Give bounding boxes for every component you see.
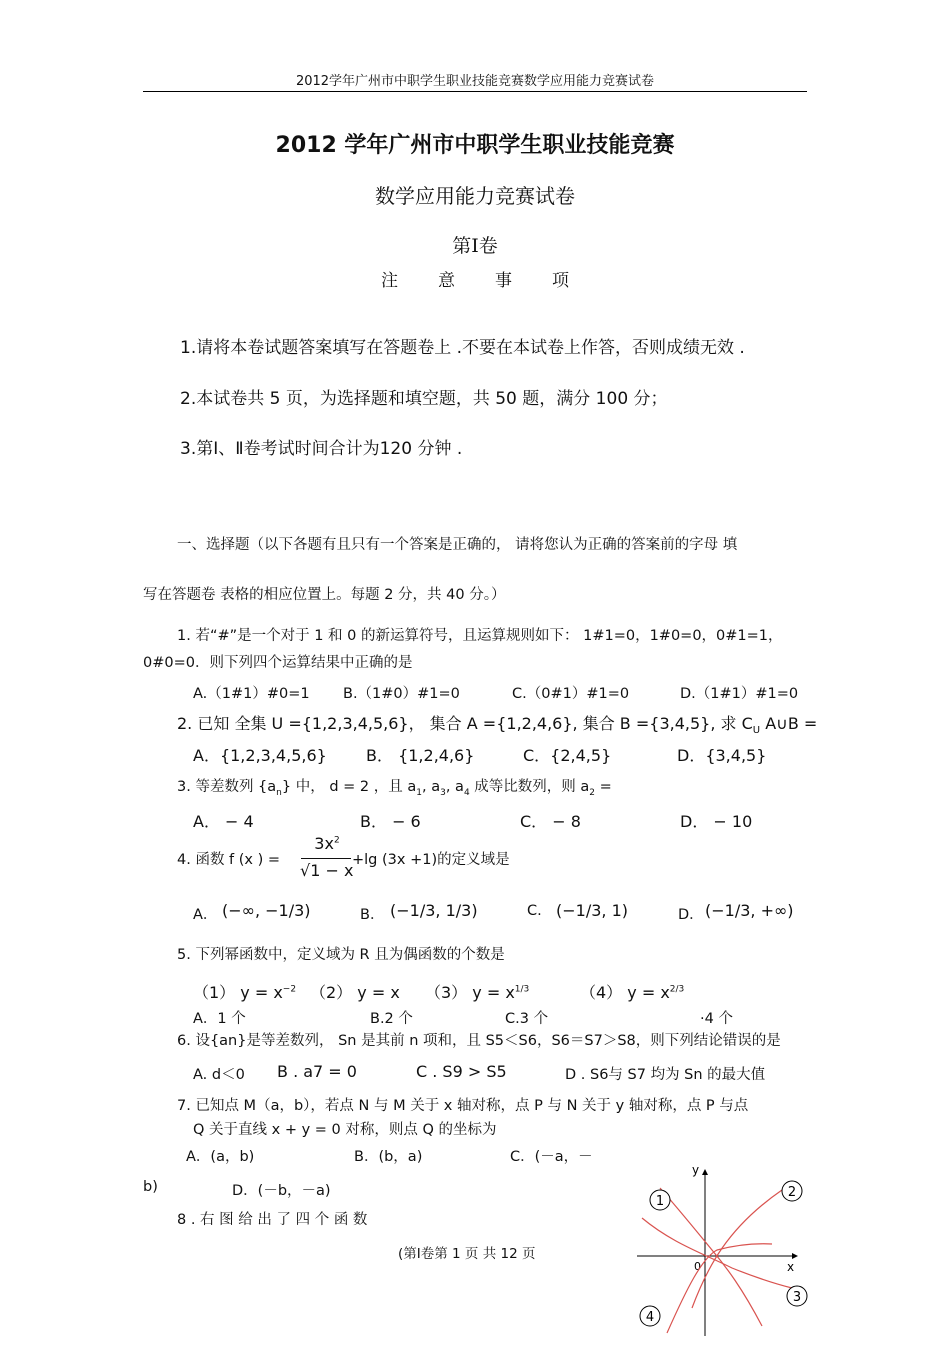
q7-option-c-cont: b) bbox=[143, 1179, 158, 1195]
q1-stem-line1: 1. 若“#”是一个对于 1 和 0 的新运算符号，且运算规则如下： 1#1=0，1#0=0，0#1=1， bbox=[177, 628, 783, 644]
q1-option-d: D.（1#1）#1=0 bbox=[680, 686, 799, 702]
section-heading-line1: 一、选择题（以下各题有且只有一个答案是正确的， 请将您认为正确的答案前的字母 填 bbox=[177, 537, 738, 553]
page-footer: (第Ⅰ卷第 1 页 共 12 页 bbox=[398, 1246, 536, 1262]
q4-denominator: √1 − x bbox=[300, 861, 354, 880]
q4-option-d-letter: D． bbox=[678, 907, 704, 923]
function-graph bbox=[632, 1158, 812, 1338]
q5-item-3: （3） $y = x^{1/3}$ bbox=[425, 983, 530, 1002]
curve-2-label: 2 bbox=[787, 1185, 797, 1200]
q6-option-c: C . S9 > S5 bbox=[416, 1062, 507, 1081]
curve-1 bbox=[660, 1188, 762, 1326]
q5-item-1: （1） $y = x^{-2}$ bbox=[193, 983, 297, 1002]
q4-option-a: (−∞, −1/3) bbox=[222, 901, 311, 920]
q2-option-d: D．{3,4,5} bbox=[677, 746, 767, 765]
q5-item-4: （4） $y = x^{2/3}$ bbox=[580, 983, 685, 1002]
q7-option-c: C．(－a，－ bbox=[510, 1149, 593, 1165]
q6-option-b: B . a7 = 0 bbox=[277, 1062, 357, 1081]
q2-stem: 2. 已知 全集 U ={1,2,3,4,5,6}， 集合 A ={1,2,4,6}, 集合 B ={3,4,5}, 求 $C_U$ A∪B = bbox=[177, 714, 818, 737]
x-axis-label: x bbox=[787, 1260, 795, 1274]
q4-option-b: (−1/3, 1/3) bbox=[390, 901, 478, 920]
page-header: 2012学年广州市中职学生职业技能竞赛数学应用能力竞赛试卷 bbox=[295, 74, 655, 89]
curve-3-label: 3 bbox=[792, 1290, 802, 1305]
header-rule bbox=[143, 91, 807, 92]
q1-option-b: B.（1#0）#1=0 bbox=[343, 686, 460, 702]
section-heading-line2: 写在答题卷 表格的相应位置上。每题 2 分，共 40 分。） bbox=[143, 587, 506, 603]
volume-label: 第Ⅰ卷 bbox=[452, 235, 498, 257]
q3-option-b: B． − 6 bbox=[360, 812, 421, 831]
q6-stem: 6. 设{an}是等差数列， Sn 是其前 n 项和，且 S5＜S6，S6＝S7＞S8，则下列结论错误的是 bbox=[177, 1033, 781, 1049]
curve-4-label: 4 bbox=[645, 1310, 655, 1325]
note-1: 1.请将本卷试题答案填写在答题卷上 .不要在本试卷上作答，否则成绩无效 . bbox=[180, 338, 745, 358]
y-axis-label: y bbox=[692, 1163, 700, 1177]
q5-option-c: C.3 个 bbox=[505, 1011, 549, 1027]
q1-stem-line2: 0#0=0．则下列四个运算结果中正确的是 bbox=[143, 655, 413, 671]
q5-item-2: （2） y = x bbox=[310, 983, 400, 1002]
note-2: 2.本试卷共 5 页，为选择题和填空题，共 50 题，满分 100 分； bbox=[180, 389, 668, 409]
q4-tail: +lg (3x +1)的定义域是 bbox=[352, 852, 510, 868]
q4-numerator: $3x^2$ bbox=[314, 834, 340, 853]
origin-label: 0 bbox=[694, 1260, 701, 1273]
q3-option-c: C． − 8 bbox=[520, 812, 581, 831]
q7-stem-line2: Q 关于直线 x + y = 0 对称，则点 Q 的坐标为 bbox=[193, 1122, 497, 1138]
exam-title: 2012 学年广州市中职学生职业技能竞赛 bbox=[275, 133, 675, 158]
q2-option-a: A．{1,2,3,4,5,6} bbox=[193, 746, 327, 765]
q4-option-c-letter: C. bbox=[527, 903, 542, 919]
q5-option-b: B.2 个 bbox=[370, 1011, 413, 1027]
q2-option-b: B． {1,2,4,6} bbox=[366, 746, 475, 765]
q7-option-a: A．(a，b) bbox=[186, 1149, 255, 1165]
q3-option-a: A． − 4 bbox=[193, 812, 254, 831]
notice-title: 注意事项 bbox=[381, 271, 609, 291]
curve-4 bbox=[667, 1244, 772, 1333]
q5-option-a: A．1 个 bbox=[193, 1011, 246, 1027]
q4-option-c: (−1/3, 1) bbox=[556, 901, 628, 920]
curve-1-label: 1 bbox=[655, 1194, 665, 1209]
q6-option-d: D . S6与 S7 均为 Sn 的最大值 bbox=[565, 1067, 766, 1083]
note-3: 3.第Ⅰ、Ⅱ卷考试时间合计为120 分钟 . bbox=[180, 439, 463, 459]
q8-stem: 8 . 右 图 给 出 了 四 个 函 数 bbox=[177, 1212, 368, 1228]
q3-stem: 3. 等差数列 $\{a_n\}$ 中， d = 2 ，且 $a_1$, $a_3$, $a_4$ 成等比数列，则 $a_2$ = bbox=[177, 779, 612, 798]
q5-stem: 5. 下列幂函数中，定义域为 R 且为偶函数的个数是 bbox=[177, 947, 505, 963]
q3-option-d: D． − 10 bbox=[680, 812, 753, 831]
q4-option-d: (−1/3, +∞) bbox=[705, 901, 794, 920]
q6-option-a: A. d＜0 bbox=[193, 1067, 245, 1083]
q4-fraction-bar bbox=[301, 858, 351, 859]
q7-option-b: B．(b，a) bbox=[354, 1149, 423, 1165]
q4-option-b-letter: B． bbox=[360, 907, 385, 923]
q7-option-d: D．(－b，－a) bbox=[232, 1183, 331, 1199]
q7-stem-line1: 7. 已知点 M（a，b），若点 N 与 M 关于 x 轴对称，点 P 与 N 关于 y 轴对称，点 P 与点 bbox=[177, 1098, 749, 1114]
curve-3 bbox=[642, 1218, 795, 1288]
exam-subtitle: 数学应用能力竞赛试卷 bbox=[375, 184, 575, 208]
q4-option-a-letter: A． bbox=[193, 907, 218, 923]
q1-option-a: A.（1#1）#0=1 bbox=[193, 686, 310, 702]
q4-label: 4. 函数 f (x ) = bbox=[177, 852, 281, 868]
q2-option-c: C．{2,4,5} bbox=[523, 746, 612, 765]
q1-option-c: C.（0#1）#1=0 bbox=[512, 686, 630, 702]
q5-option-d: ·4 个 bbox=[700, 1011, 733, 1027]
